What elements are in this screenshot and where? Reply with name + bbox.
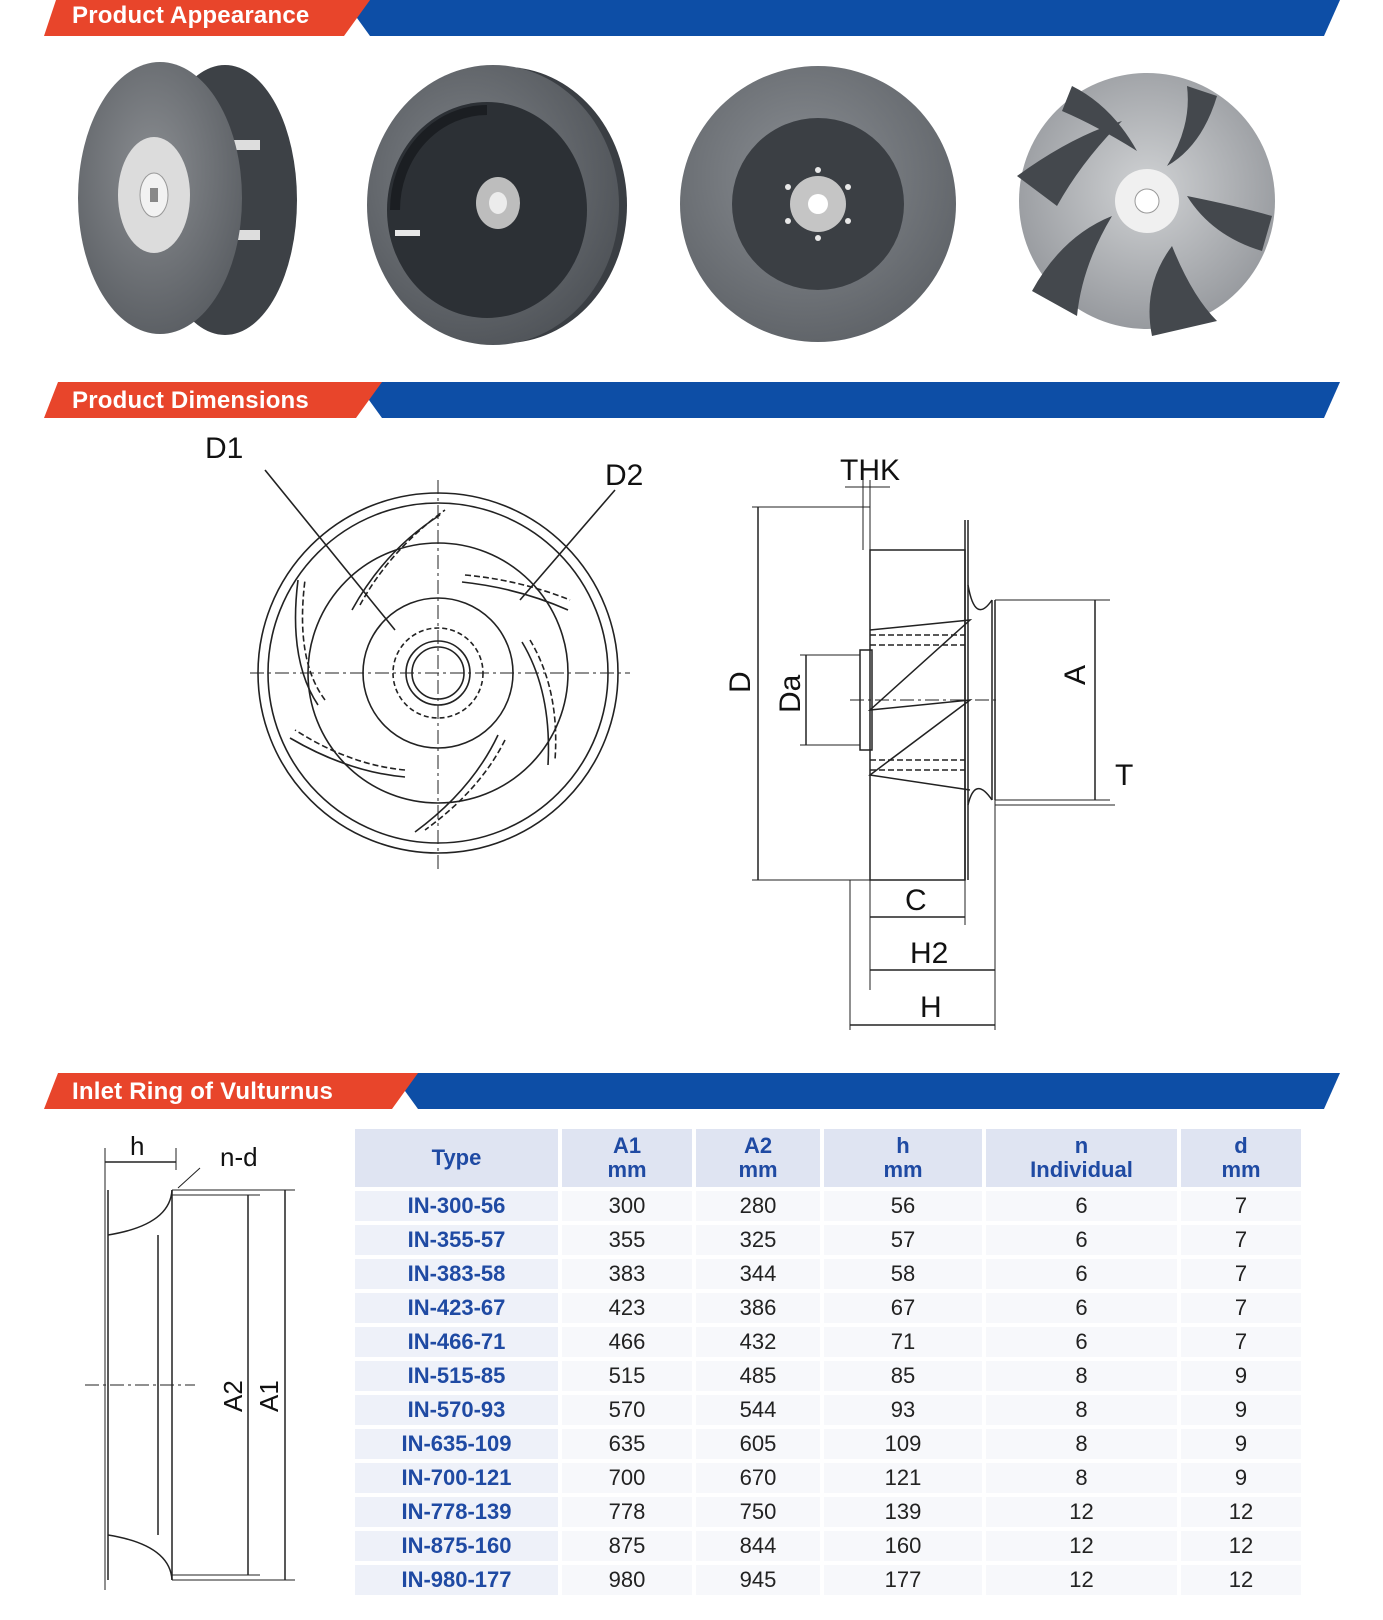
label-THK: THK <box>840 455 900 487</box>
table-cell: 12 <box>984 1563 1179 1595</box>
impeller-photo-side <box>70 60 310 350</box>
header-type: Type <box>355 1129 560 1189</box>
table-cell: 139 <box>822 1495 984 1529</box>
cell-type: IN-383-58 <box>355 1257 560 1291</box>
table-row <box>355 1563 1301 1595</box>
table-row <box>355 1461 1301 1495</box>
table-cell: 7 <box>1179 1257 1301 1291</box>
label-A1: A1 <box>254 1380 284 1412</box>
cell-type: IN-778-139 <box>355 1495 560 1529</box>
table-cell: 570 <box>560 1393 694 1427</box>
cell-type: IN-515-85 <box>355 1359 560 1393</box>
table-row <box>355 1529 1301 1563</box>
cell-type: IN-423-67 <box>355 1291 560 1325</box>
table-cell: 383 <box>560 1257 694 1291</box>
table-row <box>355 1359 1301 1393</box>
header-h: h mm <box>822 1129 984 1189</box>
table-cell: 8 <box>984 1393 1179 1427</box>
table-cell: 7 <box>1179 1325 1301 1359</box>
label-D: D <box>724 671 757 693</box>
table-cell: 635 <box>560 1427 694 1461</box>
table-cell: 8 <box>984 1359 1179 1393</box>
table-cell: 6 <box>984 1223 1179 1257</box>
label-H2: H2 <box>910 937 949 970</box>
table-cell: 12 <box>1179 1563 1301 1595</box>
table-row <box>355 1325 1301 1359</box>
table-cell: 945 <box>694 1563 822 1595</box>
section-banner-dimensions <box>44 382 1340 418</box>
label-Da: Da <box>774 674 807 713</box>
table-cell: 485 <box>694 1359 822 1393</box>
header-d: d mm <box>1179 1129 1301 1189</box>
table-cell: 980 <box>560 1563 694 1595</box>
label-D2: D2 <box>605 459 644 492</box>
header-a2: A2 mm <box>694 1129 822 1189</box>
table-cell: 280 <box>694 1189 822 1223</box>
section-banner-inlet-ring <box>44 1073 1340 1109</box>
inlet-ring-spec-table <box>355 1129 1301 1595</box>
section-title: Product Appearance <box>72 2 310 29</box>
label-h: h <box>130 1131 145 1161</box>
table-cell: 6 <box>984 1325 1179 1359</box>
table-cell: 9 <box>1179 1427 1301 1461</box>
label-n-d: n-d <box>220 1142 258 1172</box>
section-title: Product Dimensions <box>72 387 309 414</box>
table-cell: 515 <box>560 1359 694 1393</box>
label-A: A <box>1059 664 1092 685</box>
inlet-ring-drawing <box>80 1130 320 1600</box>
table-cell: 9 <box>1179 1393 1301 1427</box>
section-banner-appearance <box>44 0 1340 36</box>
cell-type: IN-570-93 <box>355 1393 560 1427</box>
table-cell: 844 <box>694 1529 822 1563</box>
table-cell: 56 <box>822 1189 984 1223</box>
label-C: C <box>905 884 927 917</box>
impeller-photo-blades <box>1002 66 1282 346</box>
table-cell: 432 <box>694 1325 822 1359</box>
label-D1: D1 <box>205 432 244 465</box>
table-cell: 875 <box>560 1529 694 1563</box>
table-row <box>355 1495 1301 1529</box>
table-cell: 71 <box>822 1325 984 1359</box>
table-cell: 12 <box>1179 1529 1301 1563</box>
table-cell: 700 <box>560 1461 694 1495</box>
table-cell: 7 <box>1179 1189 1301 1223</box>
table-cell: 85 <box>822 1359 984 1393</box>
header-n: n Individual <box>984 1129 1179 1189</box>
table-cell: 67 <box>822 1291 984 1325</box>
table-cell: 6 <box>984 1257 1179 1291</box>
table-cell: 355 <box>560 1223 694 1257</box>
label-A2: A2 <box>218 1380 248 1412</box>
table-cell: 386 <box>694 1291 822 1325</box>
impeller-photo-front <box>678 64 958 349</box>
header-a1: A1 mm <box>560 1129 694 1189</box>
section-title: Inlet Ring of Vulturnus <box>72 1078 334 1105</box>
table-cell: 605 <box>694 1427 822 1461</box>
table-cell: 12 <box>1179 1495 1301 1529</box>
table-row <box>355 1223 1301 1257</box>
table-cell: 6 <box>984 1189 1179 1223</box>
cell-type: IN-875-160 <box>355 1529 560 1563</box>
table-cell: 9 <box>1179 1461 1301 1495</box>
table-header-row <box>355 1129 1301 1189</box>
table-cell: 7 <box>1179 1223 1301 1257</box>
front-view-drawing <box>200 430 670 870</box>
table-row <box>355 1393 1301 1427</box>
table-cell: 300 <box>560 1189 694 1223</box>
label-T: T <box>1115 759 1134 792</box>
table-row <box>355 1189 1301 1223</box>
table-cell: 750 <box>694 1495 822 1529</box>
cell-type: IN-635-109 <box>355 1427 560 1461</box>
table-cell: 57 <box>822 1223 984 1257</box>
table-cell: 6 <box>984 1291 1179 1325</box>
table-cell: 8 <box>984 1461 1179 1495</box>
table-cell: 344 <box>694 1257 822 1291</box>
table-cell: 58 <box>822 1257 984 1291</box>
table-cell: 670 <box>694 1461 822 1495</box>
table-row <box>355 1427 1301 1461</box>
table-cell: 8 <box>984 1427 1179 1461</box>
table-row <box>355 1291 1301 1325</box>
table-row <box>355 1257 1301 1291</box>
table-cell: 121 <box>822 1461 984 1495</box>
cell-type: IN-300-56 <box>355 1189 560 1223</box>
table-cell: 12 <box>984 1495 1179 1529</box>
label-H: H <box>920 991 942 1024</box>
table-cell: 109 <box>822 1427 984 1461</box>
side-view-drawing <box>720 455 1180 1030</box>
table-cell: 7 <box>1179 1291 1301 1325</box>
cell-type: IN-700-121 <box>355 1461 560 1495</box>
cell-type: IN-466-71 <box>355 1325 560 1359</box>
table-cell: 778 <box>560 1495 694 1529</box>
table-cell: 9 <box>1179 1359 1301 1393</box>
table-cell: 177 <box>822 1563 984 1595</box>
cell-type: IN-980-177 <box>355 1563 560 1595</box>
table-cell: 160 <box>822 1529 984 1563</box>
table-cell: 93 <box>822 1393 984 1427</box>
table-cell: 12 <box>984 1529 1179 1563</box>
impeller-photo-inlet <box>355 60 635 350</box>
table-cell: 423 <box>560 1291 694 1325</box>
cell-type: IN-355-57 <box>355 1223 560 1257</box>
table-cell: 544 <box>694 1393 822 1427</box>
table-cell: 466 <box>560 1325 694 1359</box>
table-cell: 325 <box>694 1223 822 1257</box>
